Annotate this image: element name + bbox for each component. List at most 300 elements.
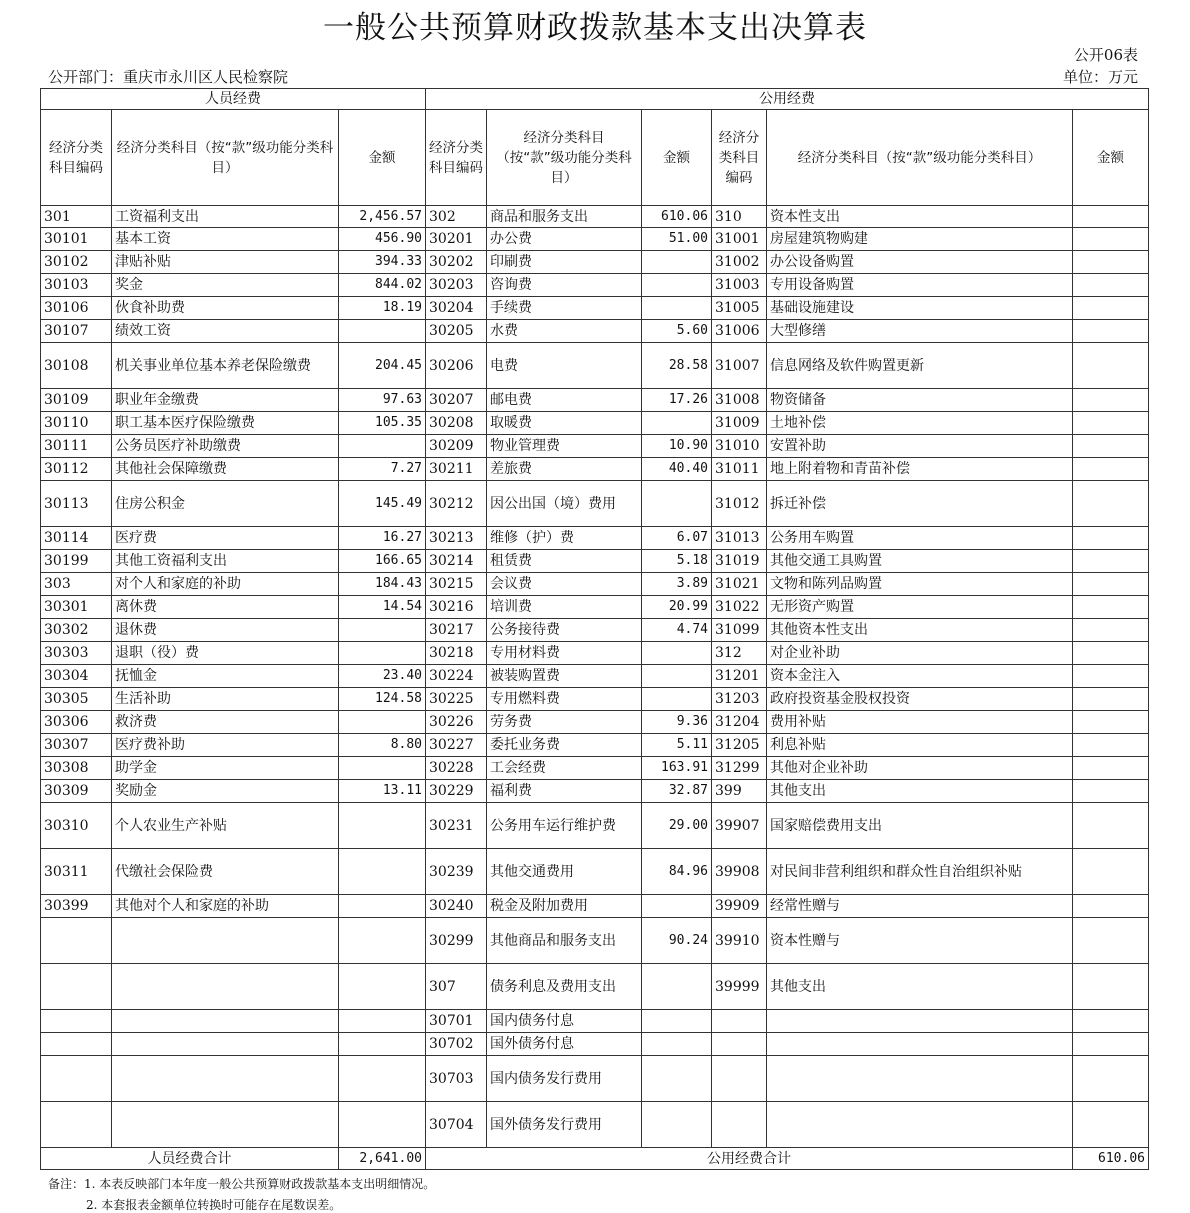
subject-cell: 退休费 [112,619,339,642]
amount-cell [1073,1102,1149,1148]
code-cell [712,1056,767,1102]
subject-cell: 福利费 [487,780,642,803]
code-cell: 30103 [41,274,112,297]
amount-cell [1073,688,1149,711]
subject-cell: 取暖费 [487,412,642,435]
code-cell: 30218 [426,642,487,665]
amount-cell: 5.11 [642,734,712,757]
code-cell: 31009 [712,412,767,435]
subject-cell: 办公费 [487,228,642,251]
subject-cell: 对个人和家庭的补助 [112,573,339,596]
code-cell [41,964,112,1010]
code-cell: 31007 [712,343,767,389]
code-cell [712,1102,767,1148]
amount-cell: 97.63 [339,389,426,412]
code-cell: 30101 [41,228,112,251]
code-cell: 30112 [41,458,112,481]
section-personnel: 人员经费 [41,89,426,110]
subject-cell [112,1010,339,1033]
code-cell: 30114 [41,527,112,550]
subject-cell: 其他工资福利支出 [112,550,339,573]
code-cell: 30206 [426,343,487,389]
subject-cell: 物资储备 [767,389,1073,412]
code-cell: 30110 [41,412,112,435]
subject-cell: 电费 [487,343,642,389]
code-cell [41,1010,112,1033]
amount-cell [1073,1010,1149,1033]
amount-cell [339,642,426,665]
subject-cell [112,1102,339,1148]
amount-cell [642,688,712,711]
code-cell: 30229 [426,780,487,803]
amount-cell [1073,619,1149,642]
amount-cell [1073,918,1149,964]
subject-cell: 其他支出 [767,780,1073,803]
code-cell: 30399 [41,895,112,918]
amount-cell [642,665,712,688]
subject-cell: 被装购置费 [487,665,642,688]
table-row [41,228,1149,251]
amount-cell [339,711,426,734]
amount-cell [339,1010,426,1033]
code-cell: 30207 [426,389,487,412]
amount-cell [1073,481,1149,527]
code-cell: 30224 [426,665,487,688]
subject-cell: 医疗费 [112,527,339,550]
subject-cell [767,1102,1073,1148]
amount-cell [1073,206,1149,228]
subject-cell: 资本性赠与 [767,918,1073,964]
note-1: 备注：1. 本表反映部门本年度一般公共预算财政拨款基本支出明细情况。 [48,1177,436,1191]
code-cell: 30211 [426,458,487,481]
subject-cell: 其他交通工具购置 [767,550,1073,573]
subject-cell: 手续费 [487,297,642,320]
amount-cell: 17.26 [642,389,712,412]
note-2: 2. 本套报表金额单位转换时可能存在尾数误差。 [86,1198,342,1212]
code-cell: 31019 [712,550,767,573]
code-cell: 30307 [41,734,112,757]
code-cell: 31021 [712,573,767,596]
table-row [41,458,1149,481]
table-row [41,619,1149,642]
amount-cell [1073,412,1149,435]
subject-cell: 工资福利支出 [112,206,339,228]
amount-cell: 90.24 [642,918,712,964]
amount-cell [642,895,712,918]
amount-cell: 9.36 [642,711,712,734]
code-cell: 31012 [712,481,767,527]
table-row [41,389,1149,412]
personnel-total-label: 人员经费合计 [41,1148,339,1170]
code-cell: 399 [712,780,767,803]
subject-cell: 无形资产购置 [767,596,1073,619]
table-row [41,642,1149,665]
amount-cell: 6.07 [642,527,712,550]
subject-cell: 基本工资 [112,228,339,251]
code-cell: 31006 [712,320,767,343]
amount-cell: 163.91 [642,757,712,780]
subject-cell: 职工基本医疗保险缴费 [112,412,339,435]
form-number: 公开06表 [1073,46,1138,64]
amount-cell: 3.89 [642,573,712,596]
subject-cell: 国外债务发行费用 [487,1102,642,1148]
code-cell: 301 [41,206,112,228]
subject-cell: 委托业务费 [487,734,642,757]
amount-cell: 184.43 [339,573,426,596]
subject-cell: 国内债务付息 [487,1010,642,1033]
code-cell [41,1056,112,1102]
subject-cell: 抚恤金 [112,665,339,688]
subject-cell: 劳务费 [487,711,642,734]
code-cell: 30111 [41,435,112,458]
subject-cell: 差旅费 [487,458,642,481]
code-cell [712,1033,767,1056]
code-cell: 31022 [712,596,767,619]
subject-cell: 咨询费 [487,274,642,297]
code-cell: 31010 [712,435,767,458]
subject-cell: 维修（护）费 [487,527,642,550]
subject-cell [112,918,339,964]
code-cell: 30302 [41,619,112,642]
code-cell: 30304 [41,665,112,688]
code-cell: 39999 [712,964,767,1010]
amount-cell [642,1010,712,1033]
subject-cell: 对企业补助 [767,642,1073,665]
amount-cell [339,435,426,458]
subject-cell: 费用补贴 [767,711,1073,734]
code-cell: 312 [712,642,767,665]
table-row [41,596,1149,619]
subject-cell [112,1056,339,1102]
code-cell: 30107 [41,320,112,343]
amount-cell [1073,596,1149,619]
amount-cell: 844.02 [339,274,426,297]
code-cell: 30108 [41,343,112,389]
subject-cell: 其他社会保障缴费 [112,458,339,481]
subject-cell: 代缴社会保险费 [112,849,339,895]
code-cell: 30226 [426,711,487,734]
amount-cell [339,964,426,1010]
subject-cell: 地上附着物和青苗补偿 [767,458,1073,481]
amount-cell [642,964,712,1010]
code-cell: 31013 [712,527,767,550]
header-subject: 经济分类科目（按“款”级功能分类科目） [112,110,339,206]
department-label: 公开部门：重庆市永川区人民检察院 [48,68,289,86]
code-cell: 31204 [712,711,767,734]
amount-cell [1073,780,1149,803]
subject-cell: 机关事业单位基本养老保险缴费 [112,343,339,389]
subject-cell: 培训费 [487,596,642,619]
amount-cell: 124.58 [339,688,426,711]
amount-cell [1073,320,1149,343]
amount-cell: 18.19 [339,297,426,320]
code-cell [712,1010,767,1033]
subject-cell: 专用燃料费 [487,688,642,711]
amount-cell: 105.35 [339,412,426,435]
subject-cell: 其他商品和服务支出 [487,918,642,964]
table-row [41,918,1149,964]
table-row [41,803,1149,849]
code-cell: 30209 [426,435,487,458]
header-amount: 金额 [1073,110,1149,206]
amount-cell: 8.80 [339,734,426,757]
subject-cell: 奖金 [112,274,339,297]
amount-cell [1073,757,1149,780]
table-row [41,527,1149,550]
amount-cell [1073,665,1149,688]
amount-cell: 40.40 [642,458,712,481]
amount-cell [339,320,426,343]
amount-cell [339,757,426,780]
subject-cell: 伙食补助费 [112,297,339,320]
code-cell: 30239 [426,849,487,895]
table-row [41,849,1149,895]
amount-cell [642,1056,712,1102]
code-cell: 30212 [426,481,487,527]
table-row [41,688,1149,711]
table-row [41,320,1149,343]
table-row [41,964,1149,1010]
table-row [41,206,1149,228]
subject-cell [112,1033,339,1056]
code-cell: 31002 [712,251,767,274]
code-cell: 30308 [41,757,112,780]
subject-cell: 公务用车运行维护费 [487,803,642,849]
code-cell: 31299 [712,757,767,780]
subject-cell: 绩效工资 [112,320,339,343]
amount-cell [339,619,426,642]
subject-cell: 安置补助 [767,435,1073,458]
amount-cell [1073,228,1149,251]
header-amount: 金额 [642,110,712,206]
amount-cell [1073,458,1149,481]
code-cell: 30703 [426,1056,487,1102]
code-cell [41,1033,112,1056]
code-cell: 31099 [712,619,767,642]
subject-cell: 水费 [487,320,642,343]
code-cell: 30201 [426,228,487,251]
table-row [41,895,1149,918]
amount-cell [1073,895,1149,918]
amount-cell [1073,734,1149,757]
amount-cell [1073,964,1149,1010]
subject-cell: 土地补偿 [767,412,1073,435]
section-public: 公用经费 [426,89,1149,110]
header-amount: 金额 [339,110,426,206]
amount-cell: 20.99 [642,596,712,619]
amount-cell [1073,711,1149,734]
code-cell: 31201 [712,665,767,688]
code-cell: 30225 [426,688,487,711]
table-row [41,1056,1149,1102]
public-total-label: 公用经费合计 [426,1148,1073,1170]
subject-cell [767,1033,1073,1056]
code-cell: 30702 [426,1033,487,1056]
code-cell: 30303 [41,642,112,665]
code-cell: 30217 [426,619,487,642]
personnel-total-amount: 2,641.00 [339,1148,426,1170]
subject-cell: 文物和陈列品购置 [767,573,1073,596]
header-code: 经济分类科目编码 [426,110,487,206]
code-cell: 30214 [426,550,487,573]
code-cell: 30240 [426,895,487,918]
code-cell: 30213 [426,527,487,550]
table-row [41,780,1149,803]
code-cell: 39910 [712,918,767,964]
code-cell: 30199 [41,550,112,573]
subject-cell: 工会经费 [487,757,642,780]
subject-cell: 对民间非营利组织和群众性自治组织补贴 [767,849,1073,895]
subject-cell: 其他资本性支出 [767,619,1073,642]
subject-cell: 租赁费 [487,550,642,573]
amount-cell [1073,573,1149,596]
amount-cell [642,274,712,297]
code-cell: 30202 [426,251,487,274]
table-row [41,481,1149,527]
code-cell: 30205 [426,320,487,343]
amount-cell: 14.54 [339,596,426,619]
subject-cell: 印刷费 [487,251,642,274]
code-cell: 30306 [41,711,112,734]
subject-cell: 其他支出 [767,964,1073,1010]
code-cell: 310 [712,206,767,228]
amount-cell: 23.40 [339,665,426,688]
code-cell: 30704 [426,1102,487,1148]
subject-cell: 津贴补贴 [112,251,339,274]
subject-cell: 住房公积金 [112,481,339,527]
amount-cell [642,642,712,665]
subject-cell: 助学金 [112,757,339,780]
subject-cell: 房屋建筑物购建 [767,228,1073,251]
subject-cell: 办公设备购置 [767,251,1073,274]
subject-cell: 邮电费 [487,389,642,412]
code-cell: 30208 [426,412,487,435]
subject-cell: 债务利息及费用支出 [487,964,642,1010]
header-subject: 经济分类科目（按“款”级功能分类科目） [767,110,1073,206]
code-cell: 30203 [426,274,487,297]
amount-cell [339,918,426,964]
subject-cell: 国内债务发行费用 [487,1056,642,1102]
amount-cell: 84.96 [642,849,712,895]
code-cell: 31203 [712,688,767,711]
subject-cell: 大型修缮 [767,320,1073,343]
subject-cell: 专用设备购置 [767,274,1073,297]
amount-cell [1073,642,1149,665]
public-total-amount: 610.06 [1073,1148,1149,1170]
amount-cell: 13.11 [339,780,426,803]
subject-cell: 物业管理费 [487,435,642,458]
code-cell: 30204 [426,297,487,320]
subject-cell: 医疗费补助 [112,734,339,757]
amount-cell [339,803,426,849]
amount-cell [1073,343,1149,389]
code-cell: 30310 [41,803,112,849]
amount-cell [642,481,712,527]
code-cell: 30216 [426,596,487,619]
amount-cell [642,1102,712,1148]
subject-cell: 拆迁补偿 [767,481,1073,527]
amount-cell: 2,456.57 [339,206,426,228]
code-cell: 30301 [41,596,112,619]
subject-cell: 离休费 [112,596,339,619]
amount-cell: 145.49 [339,481,426,527]
subject-cell: 基础设施建设 [767,297,1073,320]
code-cell: 307 [426,964,487,1010]
table-row [41,251,1149,274]
amount-cell [1073,435,1149,458]
page-title: 一般公共预算财政拨款基本支出决算表 [323,10,867,46]
amount-cell [642,1033,712,1056]
table-row [41,757,1149,780]
amount-cell: 51.00 [642,228,712,251]
subject-cell: 生活补助 [112,688,339,711]
amount-cell [642,251,712,274]
code-cell: 30701 [426,1010,487,1033]
subject-cell: 其他交通费用 [487,849,642,895]
subject-cell: 国家赔偿费用支出 [767,803,1073,849]
amount-cell [642,297,712,320]
code-cell: 31001 [712,228,767,251]
table-row [41,665,1149,688]
code-cell: 30311 [41,849,112,895]
amount-cell [1073,251,1149,274]
subject-cell: 奖励金 [112,780,339,803]
amount-cell: 32.87 [642,780,712,803]
amount-cell: 456.90 [339,228,426,251]
code-cell: 31003 [712,274,767,297]
subject-cell: 资本性支出 [767,206,1073,228]
amount-cell: 204.45 [339,343,426,389]
code-cell: 30305 [41,688,112,711]
amount-cell: 5.60 [642,320,712,343]
subject-cell [767,1056,1073,1102]
subject-cell: 专用材料费 [487,642,642,665]
code-cell: 30113 [41,481,112,527]
table-row [41,573,1149,596]
code-cell [41,918,112,964]
subject-cell: 公务员医疗补助缴费 [112,435,339,458]
subject-cell: 国外债务付息 [487,1033,642,1056]
table-row [41,435,1149,458]
code-cell: 31011 [712,458,767,481]
subject-cell: 其他对企业补助 [767,757,1073,780]
amount-cell [1073,550,1149,573]
subject-cell: 会议费 [487,573,642,596]
subject-cell: 个人农业生产补贴 [112,803,339,849]
amount-cell: 29.00 [642,803,712,849]
amount-cell: 394.33 [339,251,426,274]
code-cell: 39909 [712,895,767,918]
amount-cell: 5.18 [642,550,712,573]
amount-cell [1073,274,1149,297]
subject-cell: 退职（役）费 [112,642,339,665]
amount-cell: 166.65 [339,550,426,573]
code-cell: 303 [41,573,112,596]
code-cell: 30309 [41,780,112,803]
subject-cell: 公务用车购置 [767,527,1073,550]
header-code: 经济分类科目编码 [41,110,112,206]
amount-cell [339,1056,426,1102]
amount-cell [339,895,426,918]
code-cell: 302 [426,206,487,228]
code-cell: 30228 [426,757,487,780]
code-cell: 30299 [426,918,487,964]
subject-cell: 经常性赠与 [767,895,1073,918]
code-cell: 31008 [712,389,767,412]
subject-cell: 职业年金缴费 [112,389,339,412]
expenditure-table [40,88,1149,1170]
subject-cell: 其他对个人和家庭的补助 [112,895,339,918]
